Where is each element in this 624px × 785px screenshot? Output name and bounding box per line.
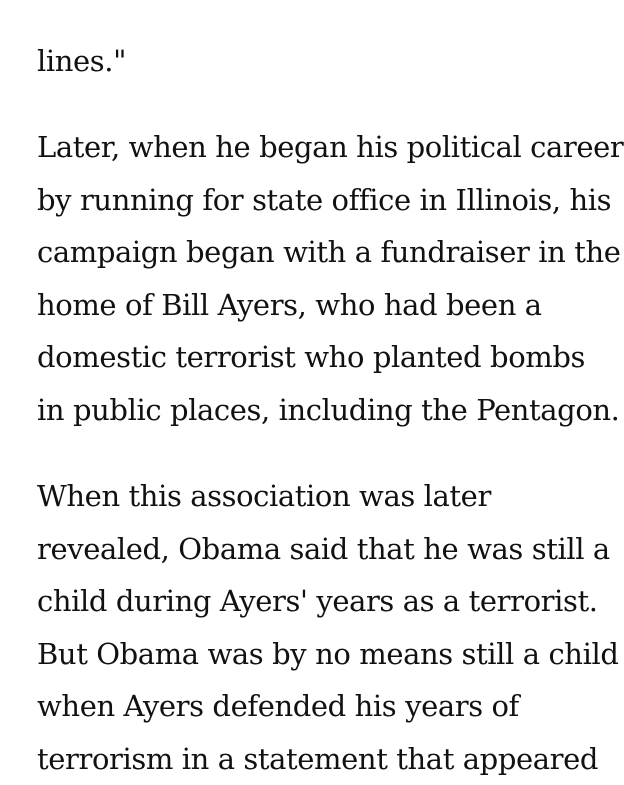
paragraph-3-line-1: When this association was later <box>37 470 617 523</box>
paragraph-2 <box>37 121 617 436</box>
paragraph-3-line-2: revealed, Obama said that he was still a <box>37 523 617 576</box>
paragraph-3-line-6: terrorism in a statement that appeared <box>37 733 617 785</box>
paragraph-2-line-4: home of Bill Ayers, who had been a <box>37 279 617 332</box>
paragraph-3 <box>37 470 617 785</box>
paragraph-2-line-6: in public places, including the Pentagon. <box>37 384 617 437</box>
paragraph-1-line-1: lines." <box>37 35 617 88</box>
article-body <box>37 0 617 785</box>
paragraph-2-line-3: campaign began with a fundraiser in the <box>37 226 617 279</box>
paragraph-gap <box>37 436 617 470</box>
paragraph-3-line-3: child during Ayers' years as a terrorist. <box>37 575 617 628</box>
paragraph-gap <box>37 87 617 121</box>
paragraph-2-line-2: by running for state office in Illinois, his <box>37 174 617 227</box>
paragraph-2-line-1: Later, when he began his political career <box>37 121 617 174</box>
paragraph-3-line-5: when Ayers defended his years of <box>37 680 617 733</box>
paragraph-3-line-4: But Obama was by no means still a child <box>37 628 617 681</box>
paragraph-2-line-5: domestic terrorist who planted bombs <box>37 331 617 384</box>
clipped-line <box>37 0 617 35</box>
